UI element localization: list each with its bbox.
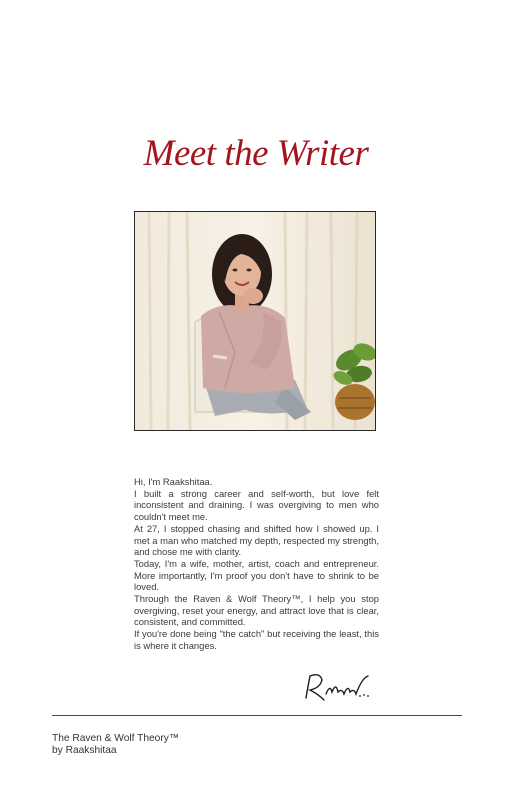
footer-author-line: by Raakshitaa <box>52 745 117 756</box>
bio-paragraph: Through the Raven & Wolf Theory™, I help you stop overgiving, reset your energy, and attract love that is clear, consistent, and committed. <box>134 593 379 628</box>
bio-paragraph: I built a strong career and self-worth, but love felt inconsistent and draining. I was overgiving to men who couldn't meet me. <box>134 487 379 523</box>
bio-paragraph: Hi, I'm Raakshitaa. <box>134 476 213 487</box>
bio-paragraph: At 27, I stopped chasing and shifted how I showed up. I met a man who matched my depth, respected my strength, and chose me with clarity. <box>134 522 379 558</box>
author-photo <box>134 211 376 431</box>
bio-paragraph: If you're done being "the catch" but receiving the least, this is where it changes. <box>134 628 379 651</box>
footer <box>52 733 179 757</box>
footer-divider <box>52 715 462 716</box>
footer-book-title: The Raven & Wolf Theory™ <box>52 733 180 744</box>
signature-image <box>302 668 376 704</box>
page-title: Meet the Writer <box>143 133 369 174</box>
bio-paragraph: Today, I'm a wife, mother, artist, coach and entrepreneur. More importantly, I'm proof you don't have to shrink to be loved. <box>134 557 379 593</box>
author-bio <box>134 476 379 652</box>
